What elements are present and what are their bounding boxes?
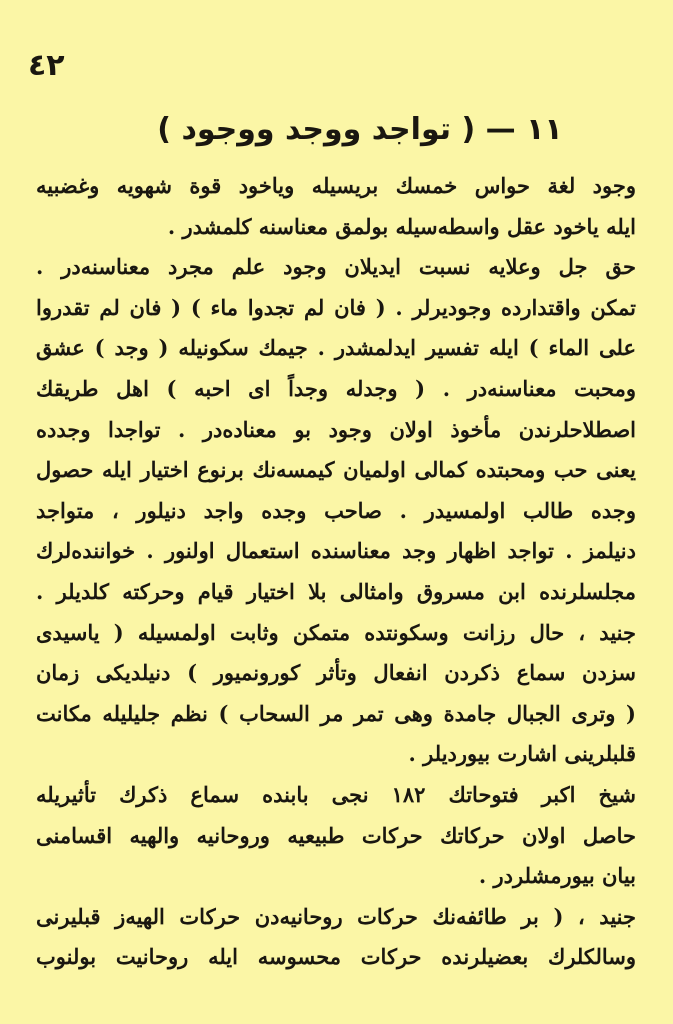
text-line: ومحبت معناسنه‌در . ( وجدله وجداً اى احبه ) اهل طريقك <box>36 375 636 401</box>
text-line: سزدن سماع ذكردن انفعال وتأثر كورونميور ) دنيلديكى زمان <box>36 660 636 686</box>
page-number: ٤٢ <box>28 48 65 83</box>
text-line: ايله ياخود عقل واسطه‌سيله بولمق معناسنه كلمشدر . <box>167 213 636 239</box>
text-line: على الماء ) ايله تفسير ايدلمشدر . جيمك سكونيله ( وجد ) عشق <box>36 335 636 361</box>
text-line: جنيد ، حال رزانت وسكونتده متمكن وثابت اولمسيله ( ياسيدى <box>36 619 636 645</box>
text-line: وجود لغة حواس خمسك بريسيله وياخود قوة شهويه وغضبيه <box>36 173 636 198</box>
text-line: اصطلاحلرندن مأخوذ اولان وجود بو معناده‌در . تواجدا وجدده <box>36 416 636 442</box>
text-line: دنيلمز . تواجد اظهار وجد معناسنده استعمال اولنور . خواننده‌لرك <box>36 538 636 564</box>
text-line: بيان بيورمشلردر . <box>478 863 636 889</box>
section-title: ١١ — ( تواجد ووجد ووجود ) <box>157 112 563 147</box>
text-line: ( وترى الجبال جامدة وهى تمر مر السحاب ) نظم جليليله مكانت <box>36 700 636 726</box>
text-line: جنيد ، ( بر طائفه‌نك حركات روحانيه‌دن حركات الهيه‌ز قبليرنى <box>36 903 636 929</box>
text-line: شيخ اكبر فتوحاتك ١٨٢ نجى بابنده سماع ذكرك تأثيريله <box>36 781 636 807</box>
text-line: مجلسلرنده ابن مسروق وامثالى بلا اختيار قيام وحركته كلديلر . <box>36 578 636 604</box>
text-line: حق جل وعلايه نسبت ايديلان وجود علم مجرد معناسنه‌در . <box>36 254 636 280</box>
text-line: وجده طالب اولمسيدر . صاحب وجده واجد دنيلور ، متواجد <box>36 497 636 523</box>
text-line: تمكن واقتدارده وجوديرلر . ( فان لم تجدوا ماء ) ( فان لم تقدروا <box>36 294 636 320</box>
text-line: يعنى حب ومحبتده كمالى اولميان كيمسه‌نك برنوع اختيار ايله حصول <box>36 457 636 483</box>
body-text <box>36 166 636 978</box>
text-line: حاصل اولان حركاتك حركات طبيعيه وروحانيه والهيه اقسامنى <box>36 822 636 848</box>
text-line: قلبلرينى اشارت بيورديلر . <box>408 741 636 767</box>
text-line: وسالكلرك بعضيلرنده حركات محسوسه ايله روحانيت بولنوب <box>36 944 636 970</box>
